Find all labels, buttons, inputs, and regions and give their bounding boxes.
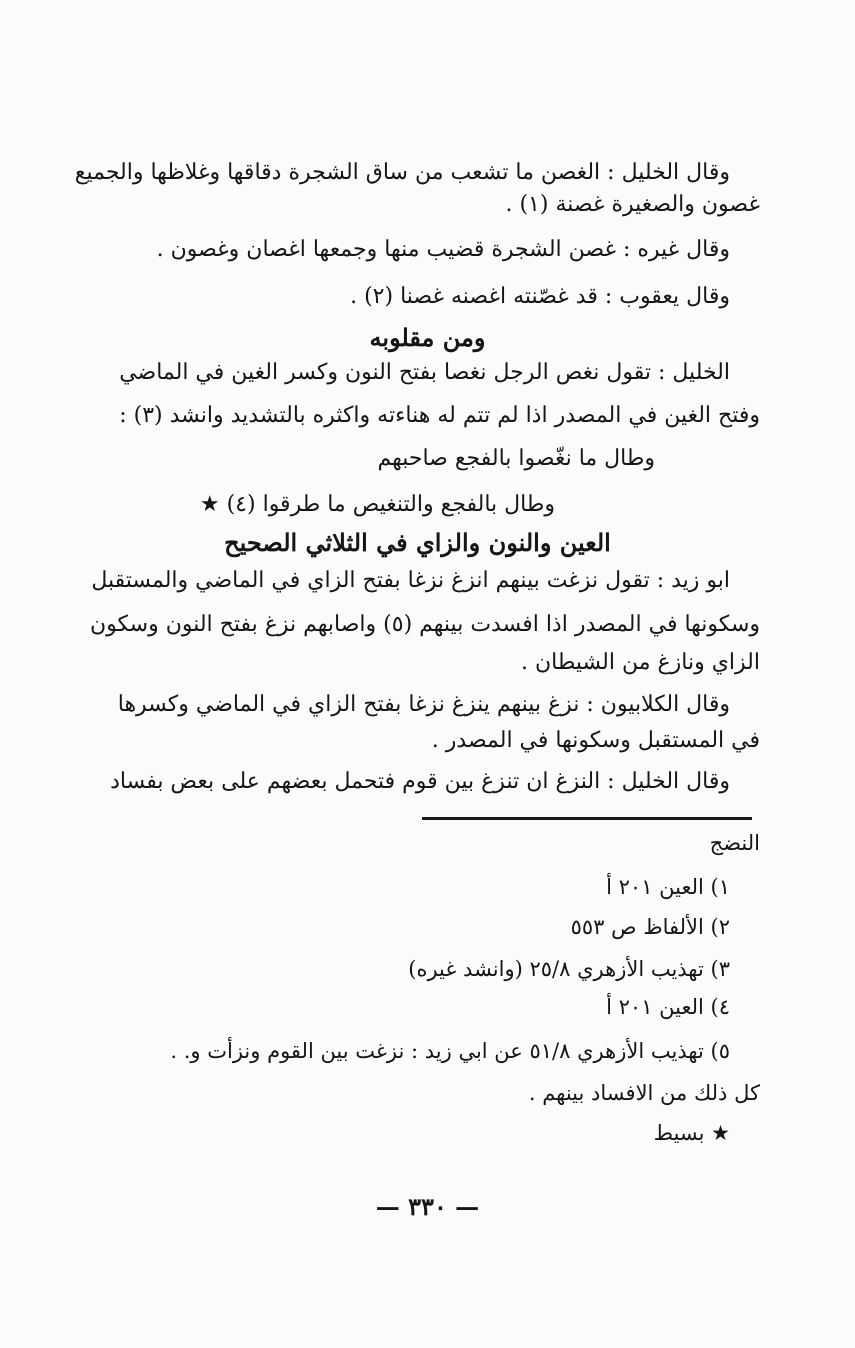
footnote-item: كل ذلك من الافساد بينهم .	[528, 1081, 760, 1105]
paragraph-line: الخليل : تقول نغص الرجل نغصا بفتح النون وكسر الغين في الماضي	[119, 360, 730, 385]
paragraph-line: الزاي ونازغ من الشيطان .	[521, 650, 760, 675]
paragraph-line: في المستقبل وسكونها في المصدر .	[431, 728, 760, 753]
verse-line: وطال بالفجع والتنغيص ما طرقوا (٤) ★	[199, 492, 555, 517]
footnote-item: ١) العين ٢٠١ أ	[606, 875, 730, 899]
paragraph-line: غصون والصغيرة غصنة (١) .	[505, 192, 760, 217]
paragraph-line: ابو زيد : تقول نزغت بينهم انزغ نزغا بفتح الزاي في الماضي والمستقبل	[91, 568, 730, 593]
paragraph-line: وقال الكلابيون : نزغ بينهم ينزغ نزغا بفتح الزاي في الماضي وكسرها	[117, 692, 730, 717]
footnote-item: ٢) الألفاظ ص ٥٥٣	[570, 915, 730, 939]
verse-line: وطال ما نغّصوا بالفجع صاحبهم	[377, 446, 655, 471]
footnote-divider	[422, 817, 752, 820]
footnote-item: ٥) تهذيب الأزهري ٥١/٨ عن ابي زيد : نزغت بين القوم ونزأت و. .	[170, 1039, 730, 1063]
footnote-item: ٤) العين ٢٠١ أ	[606, 995, 730, 1019]
section-heading: العين والنون والزاي في الثلاثي الصحيح	[224, 528, 611, 557]
paragraph-line: وقال الخليل : الغصن ما تشعب من ساق الشجرة دقاقها وغلاظها والجميع	[74, 160, 730, 185]
meter-note: ★ بسيط	[653, 1121, 730, 1145]
paragraph-line: وقال يعقوب : قد غصّنته اغصنه غصنا (٢) .	[350, 284, 730, 309]
paragraph-line: وفتح الغين في المصدر اذا لم تتم له هناءته واكثره بالتشديد وانشد (٣) :	[119, 403, 760, 428]
page-number: — ٣٣٠ —	[375, 1192, 480, 1221]
section-heading: ومن مقلوبه	[369, 323, 486, 352]
paragraph-line: وقال غيره : غصن الشجرة قضيب منها وجمعها اغصان وغصون .	[156, 237, 730, 262]
paragraph-line: وقال الخليل : النزغ ان تنزغ بين قوم فتحمل بعضهم على بعض بفساد	[110, 769, 730, 794]
paragraph-line: وسكونها في المصدر اذا افسدت بينهم (٥) واصابهم نزغ بفتح النون وسكون	[89, 612, 760, 637]
footnote-item: ٣) تهذيب الأزهري ٢٥/٨ (وانشد غيره)	[408, 957, 730, 981]
footnote-label: النضج	[709, 831, 760, 855]
